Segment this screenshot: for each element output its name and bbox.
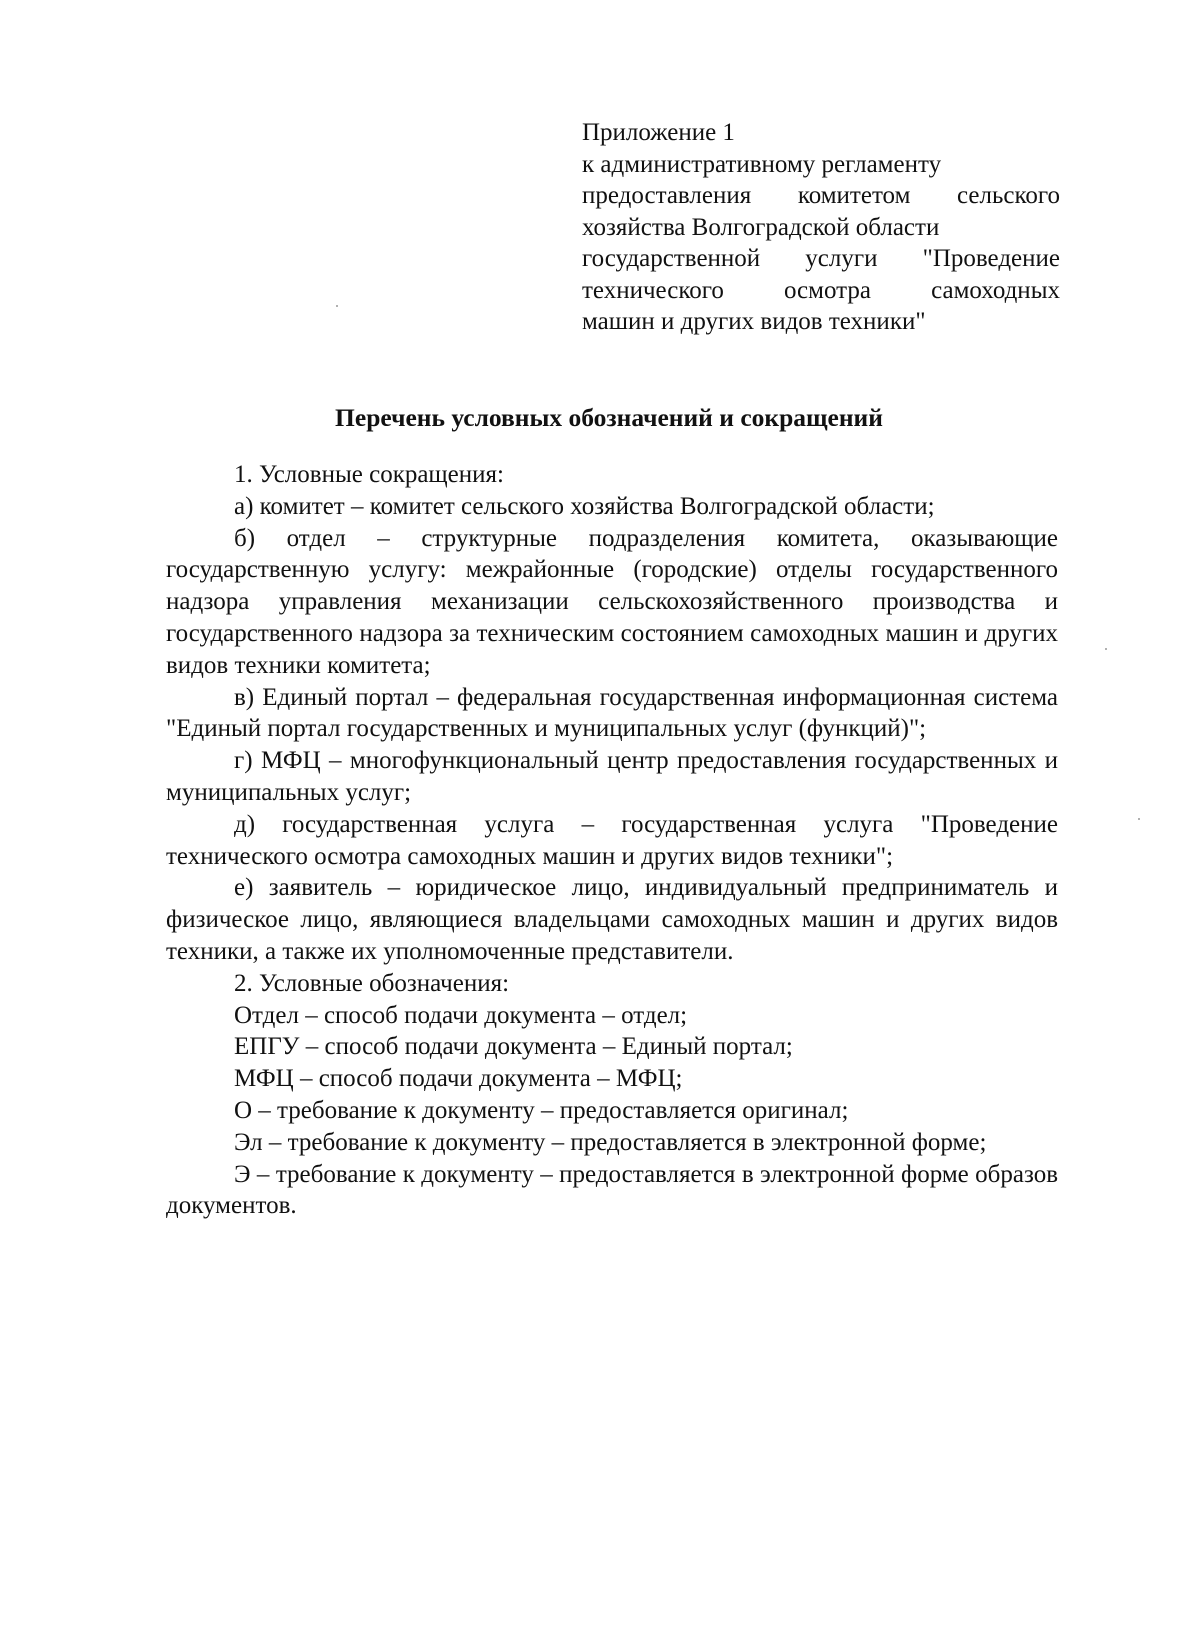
list-item: е) заявитель – юридическое лицо, индивидуальный предприниматель и физическое лицо, являющиеся владельцами самоходных машин и других видов техники, а также их уполномоченные представители. [166, 874, 1058, 965]
section-heading: 1. Условные сокращения: [234, 461, 504, 488]
list-item: г) МФЦ – многофункциональный центр предоставления государственных и муниципальных услуг; [166, 747, 1058, 806]
list-item: О – требование к документу – предоставляется оригинал; [234, 1096, 849, 1124]
appendix-header [582, 117, 1060, 338]
list-item: Эл – требование к документу – предоставляется в электронной форме; [234, 1128, 987, 1156]
list-item: а) комитет – комитет сельского хозяйства Волгоградской области; [234, 492, 935, 520]
scan-speck [336, 305, 338, 307]
scan-speck [1105, 648, 1107, 650]
appendix-line: хозяйства Волгоградской области [582, 213, 940, 241]
list-item: д) государственная услуга – государственная услуга "Проведение технического осмотра самоходных машин и других видов техники"; [166, 810, 1058, 870]
list-item: в) Единый портал – федеральная государственная информационная система "Единый портал государственных и муниципальных услуг (функций)"; [166, 683, 1058, 743]
list-item: ЕПГУ – способ подачи документа – Единый портал; [234, 1033, 793, 1061]
appendix-line: к административному регламенту [582, 150, 942, 178]
appendix-line: Приложение 1 [582, 119, 735, 146]
list-item: Отдел – способ подачи документа – отдел; [234, 1001, 688, 1029]
document-title: Перечень условных обозначений и сокращений [335, 403, 883, 432]
appendix-line: машин и других видов техники" [582, 308, 926, 335]
document-body [166, 459, 1058, 1222]
scan-speck [1138, 818, 1140, 820]
list-item: б) отдел – структурные подразделения комитета, оказывающие государственную услугу: межрайонные (городские) отделы государственного надзора управления механизации сельскохозяйственного производства и государственного надзора за техническим состоянием самоходных машин и других видов техники комитета; [166, 524, 1058, 679]
list-item: МФЦ – способ подачи документа – МФЦ; [234, 1065, 683, 1093]
section-heading: 2. Условные обозначения: [234, 969, 510, 997]
list-item: Э – требование к документу – предоставляется в электронной форме образов документов. [166, 1160, 1058, 1220]
appendix-line: предоставления комитетом сельского [582, 182, 1060, 209]
appendix-line: технического осмотра самоходных [582, 276, 1060, 304]
appendix-line: государственной услуги "Проведение [582, 245, 1060, 272]
